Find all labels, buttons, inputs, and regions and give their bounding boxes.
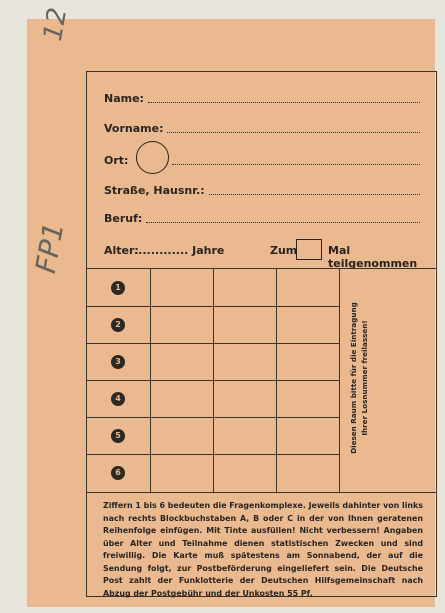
ort-label: Ort: — [104, 154, 129, 167]
name-label: Name: — [104, 92, 144, 105]
name-line[interactable] — [148, 101, 420, 103]
vorname-field[interactable] — [104, 122, 420, 135]
entry-form — [86, 71, 437, 597]
lottery-card — [27, 19, 435, 607]
age-participation-row — [104, 239, 420, 270]
grid-row-divider — [87, 380, 339, 381]
zum-label: Zum — [270, 244, 298, 257]
lot-note-line-2: Ihrer Losnummer freilassen! — [360, 320, 369, 436]
alter-label: Alter: — [104, 244, 139, 257]
participation-count-box[interactable] — [296, 239, 322, 260]
grid-row-divider — [87, 343, 339, 344]
lot-note-line-1: Diesen Raum bitte für die Eintragung — [349, 302, 358, 454]
postcode-circle[interactable] — [136, 141, 169, 174]
vorname-line[interactable] — [167, 131, 420, 133]
lot-number-note — [348, 288, 370, 468]
instructions-text — [103, 500, 423, 600]
strasse-label: Straße, Hausnr.: — [104, 184, 205, 197]
grid-row-divider — [87, 454, 339, 455]
strasse-field[interactable] — [104, 184, 420, 197]
instructions-paragraph: Ziffern 1 bis 6 bedeuten die Fragenkomplexe. Jeweils dahinter von links nach rechts Blockbuchstaben A, B oder C in der von Ihnen geratenen Reihenfolge einfügen. Mit Tinte ausfüllen! Nicht verbessern! Angaben über Alter und Teilnahme dienen statistischen Zwecken und sind freiwillig. Die Karte muß spätestens am Sonnabend, der auf die Sendung folgt, zur Postbeförderung eingeliefert sein. Die Deutsche Post zahlt der Funklotterie der Deutschen Hilfsgemeinschaft nach Abzug der Postgebühr und der Unkosten 55 Pf. — [103, 501, 423, 598]
strasse-line[interactable] — [209, 193, 420, 195]
question-number-badge: 1 — [111, 281, 125, 295]
question-number-badge: 2 — [111, 318, 125, 332]
grid-divider — [339, 269, 340, 492]
beruf-line[interactable] — [146, 221, 420, 223]
question-number-badge: 6 — [111, 466, 125, 480]
beruf-field[interactable] — [104, 212, 420, 225]
jahre-field[interactable]: ............. Jahre — [134, 244, 225, 257]
mal-label: Mal teilgenommen — [328, 244, 418, 270]
vorname-label: Vorname: — [104, 122, 164, 135]
ort-line[interactable] — [172, 163, 420, 165]
question-number-badge: 4 — [111, 392, 125, 406]
question-number-badge: 5 — [111, 429, 125, 443]
answer-grid — [87, 268, 436, 493]
question-number-badge: 3 — [111, 355, 125, 369]
beruf-label: Beruf: — [104, 212, 143, 225]
grid-row-divider — [87, 306, 339, 307]
handwritten-code: FP1 — [29, 219, 71, 276]
grid-row-divider — [87, 417, 339, 418]
name-field[interactable] — [104, 92, 420, 105]
handwritten-number: 12 — [38, 5, 74, 44]
